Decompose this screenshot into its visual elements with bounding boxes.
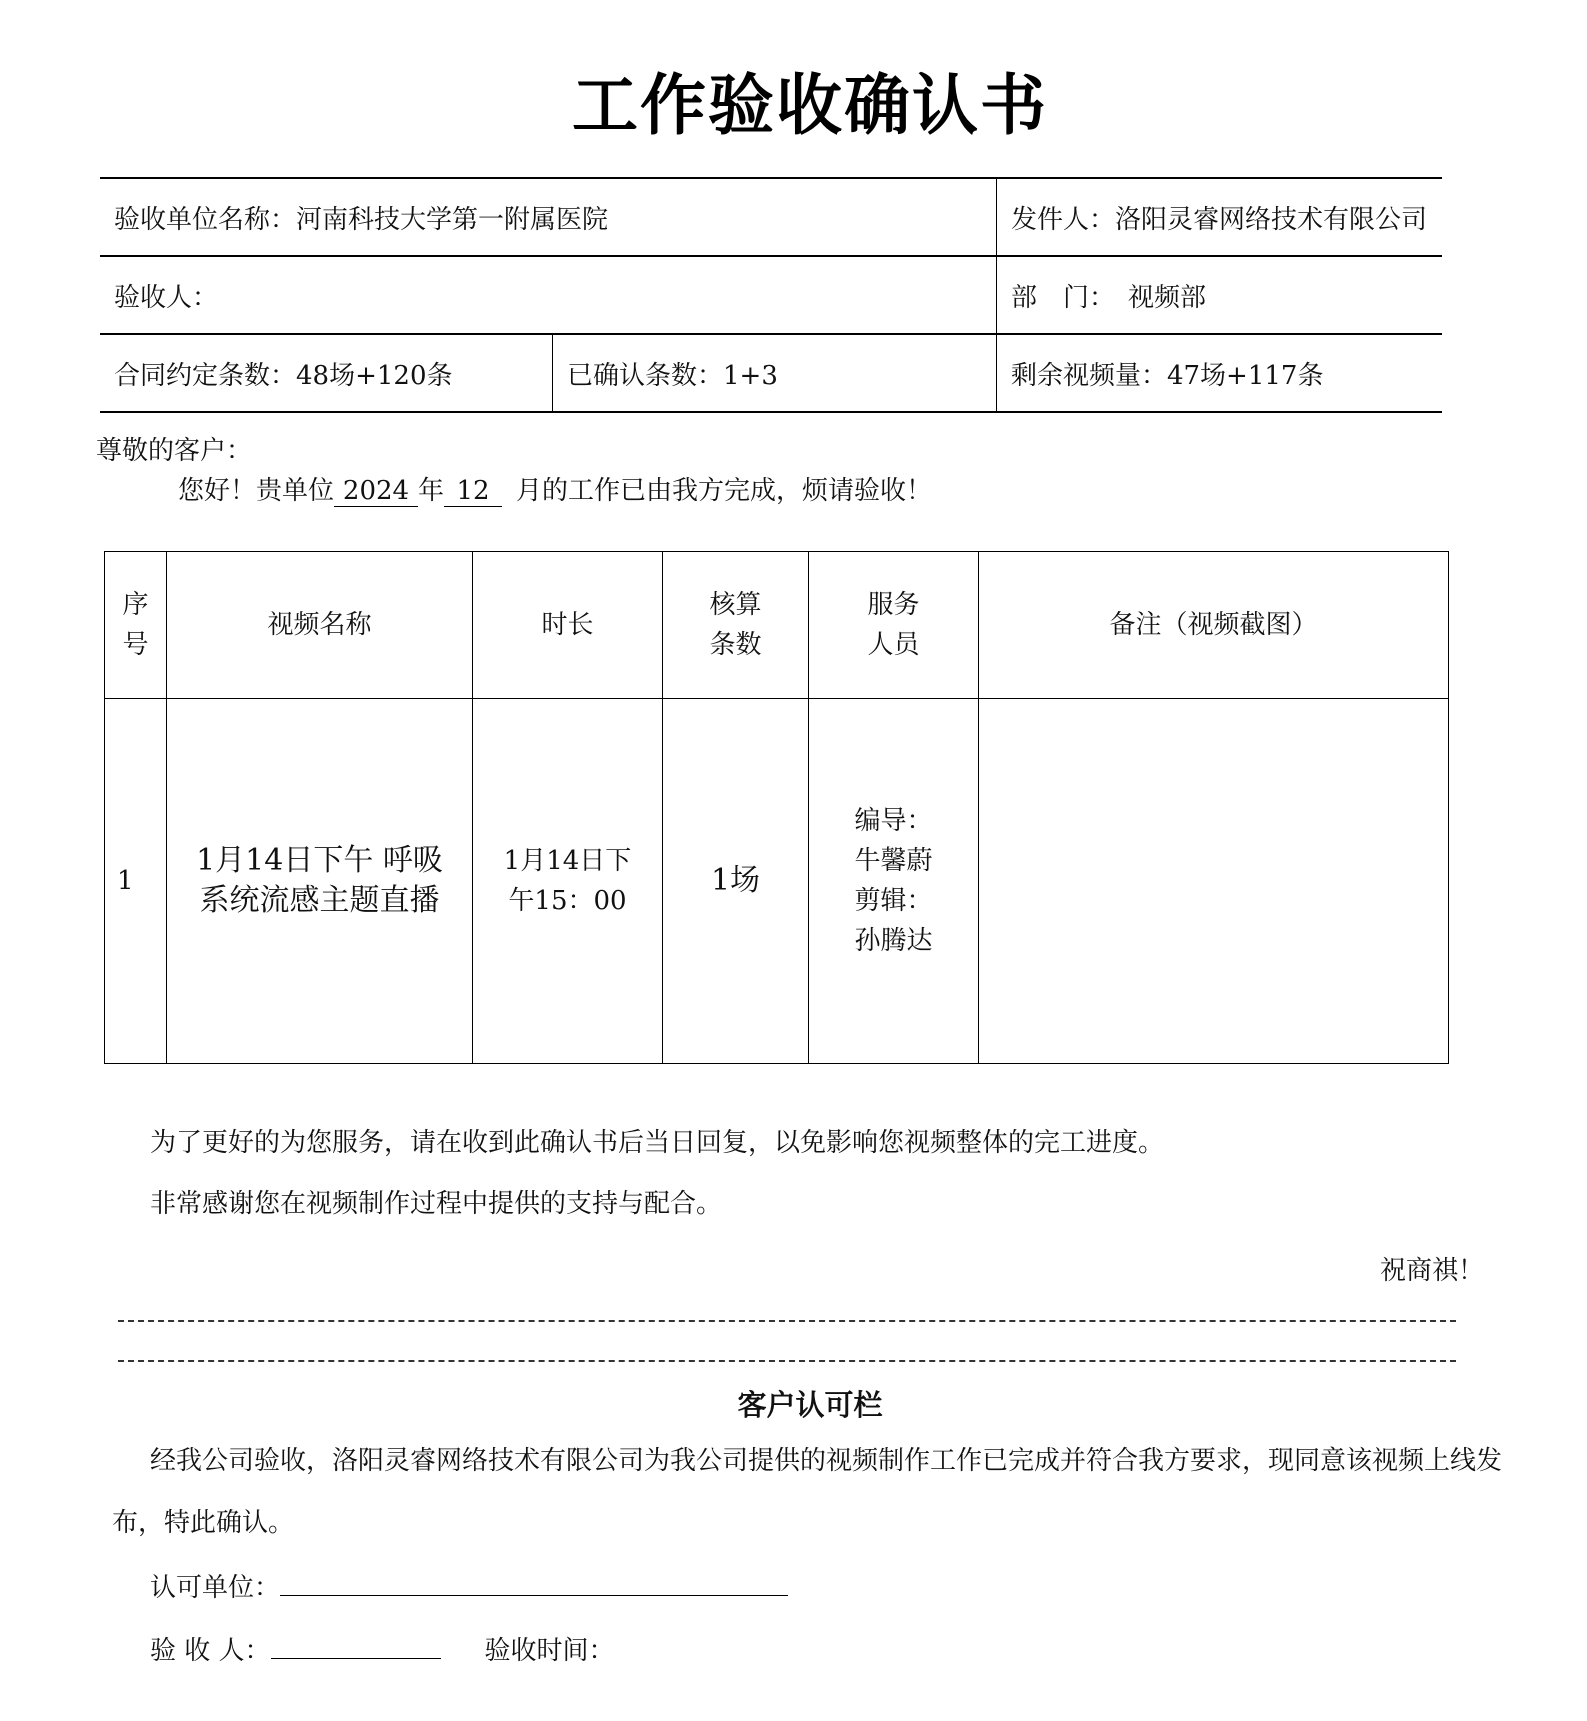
note-line-1: 为了更好的为您服务，请在收到此确认书后当日回复，以免影响您视频整体的完工进度。 [150, 1128, 1165, 1158]
approval-acceptor-field[interactable] [271, 1634, 441, 1659]
greeting-line [178, 470, 932, 507]
confirmed-count: 已确认条数：1+3 [553, 334, 997, 412]
approval-acceptor-row [150, 1630, 615, 1667]
row-staff: 编导：牛馨蔚 剪辑：孙腾达 [809, 699, 979, 1064]
greeting-month: 12 [444, 476, 502, 507]
contract-count: 合同约定条数：48场+120条 [100, 334, 553, 412]
divider-dashed-2 [118, 1360, 1456, 1362]
row-remark [979, 699, 1449, 1064]
greeting-prefix: 您好！贵单位 [178, 476, 335, 506]
header-index: 序号 [105, 552, 167, 699]
approval-unit-field[interactable] [280, 1571, 788, 1596]
sender: 发件人：洛阳灵睿网络技术有限公司 [996, 178, 1442, 256]
work-table [104, 551, 1449, 1064]
approval-unit-label: 认可单位： [150, 1573, 281, 1603]
approval-title: 客户认可栏 [737, 1388, 883, 1422]
header-video-name: 视频名称 [167, 552, 473, 699]
row-count: 1场 [663, 699, 809, 1064]
greeting-year: 2024 [334, 476, 418, 507]
header-count: 核算条数 [663, 552, 809, 699]
header-staff: 服务人员 [809, 552, 979, 699]
page-title: 工作验收确认书 [572, 67, 1048, 144]
divider-dashed-1 [118, 1320, 1456, 1322]
row-video-name: 1月14日下午 呼吸系统流感主题直播 [167, 699, 473, 1064]
remaining-count: 剩余视频量：47场+117条 [996, 334, 1442, 412]
table-row [105, 699, 1449, 1064]
closing: 祝商祺！ [1380, 1256, 1485, 1286]
approval-text: 经我公司验收，洛阳灵睿网络技术有限公司为我公司提供的视频制作工作已完成并符合我方要求，现同意该视频上线发布，特此确认。 [112, 1446, 1503, 1538]
salutation: 尊敬的客户： [96, 436, 253, 466]
approval-time-label: 验收时间： [484, 1636, 615, 1666]
approval-unit-row [150, 1567, 788, 1604]
info-table [100, 177, 1442, 413]
greeting-year-unit: 年 [418, 476, 445, 506]
note-line-2: 非常感谢您在视频制作过程中提供的支持与配合。 [150, 1189, 723, 1219]
approval-acceptor-label: 验 收 人： [150, 1636, 271, 1666]
greeting-suffix: 月的工作已由我方完成，烦请验收！ [516, 476, 933, 506]
header-duration: 时长 [473, 552, 663, 699]
header-remark: 备注（视频截图） [979, 552, 1449, 699]
row-duration: 1月14日下午15：00 [473, 699, 663, 1064]
department: 部 门： 视频部 [996, 256, 1442, 334]
acceptor: 验收人： [100, 256, 996, 334]
row-index: 1 [105, 699, 167, 1064]
acceptance-unit: 验收单位名称：河南科技大学第一附属医院 [100, 178, 996, 256]
